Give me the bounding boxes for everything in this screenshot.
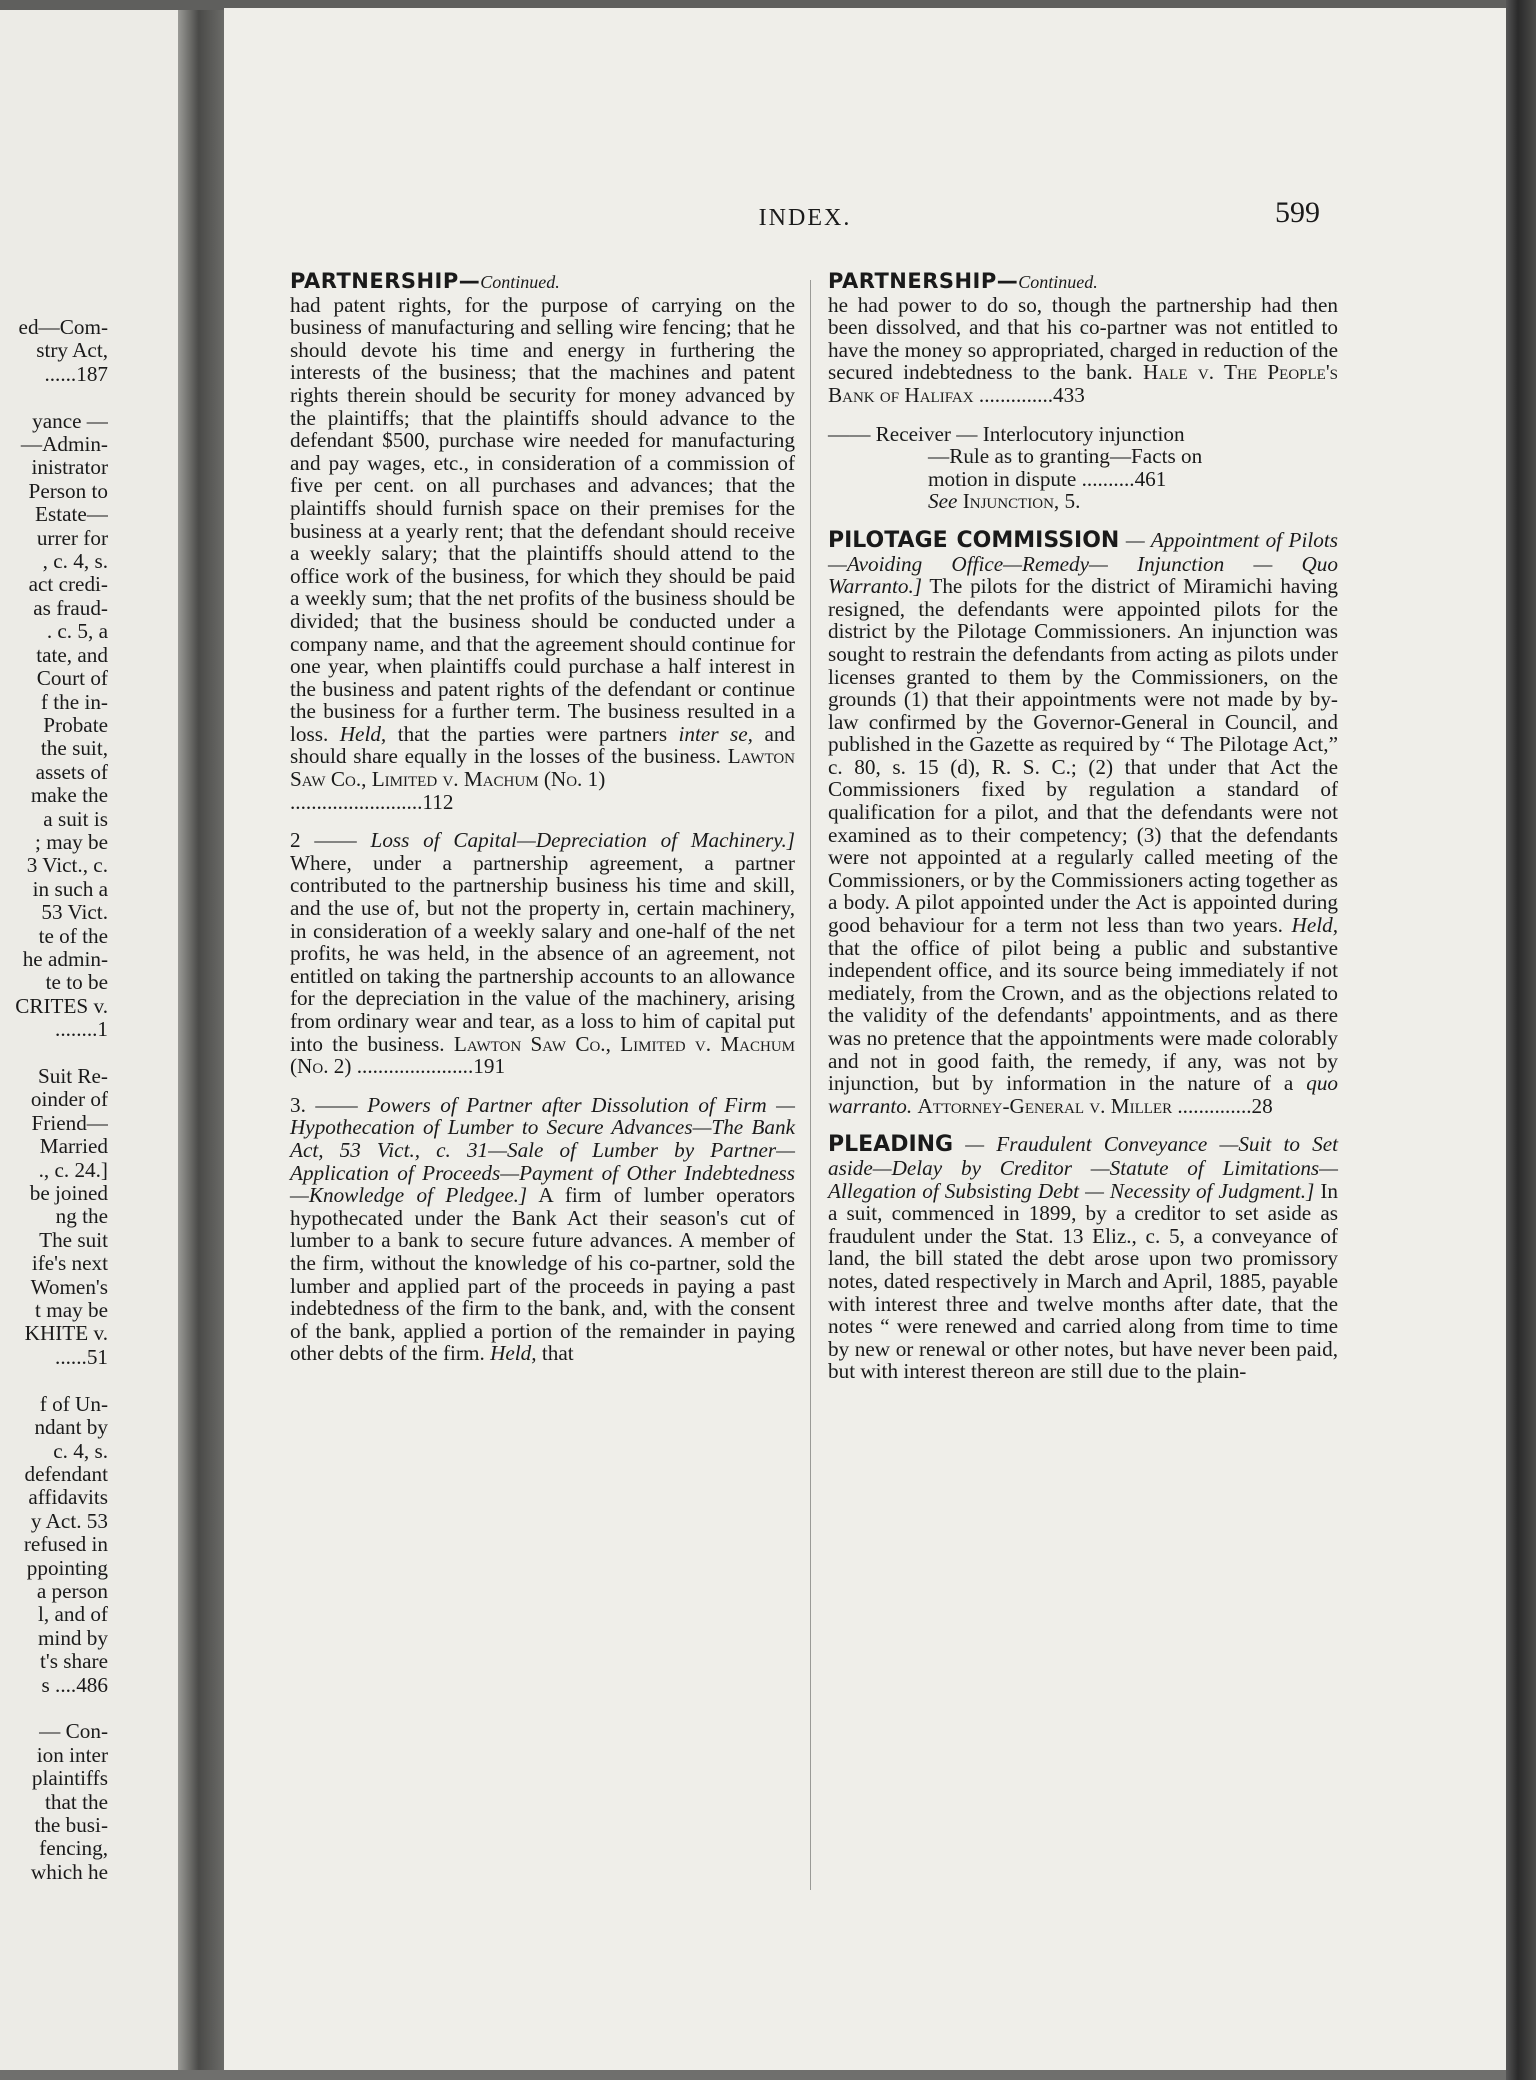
left-page-line: he admin- (22, 946, 108, 971)
left-page-line: f of Un- (39, 1391, 108, 1416)
sub-heading: Loss of Capital—Depreciation of Machinery.] (370, 828, 796, 853)
left-page-line: CRITES v. (15, 993, 108, 1018)
sub-heading: Powers of Partner after Dissolution of Firm — Hypothecation of Lumber to Secure Advances—The Bank Act, 53 Vict., c. 31—Sale of Lumber by Partner—Application of Proceeds—Payment of Other Indebtedness—Knowledge of Pledgee.] (290, 1092, 795, 1208)
left-page-line: a person (36, 1578, 108, 1603)
left-page-line: Suit Re- (37, 1064, 108, 1088)
left-page-line: defendant (24, 1461, 108, 1486)
left-page-line: ........1 (55, 1017, 108, 1042)
case-name: Lawton Saw Co., Limited v. Machum (No. 1) (290, 744, 796, 792)
left-page-text (0, 316, 108, 2016)
left-page-line: fencing, (39, 1836, 108, 1861)
page-reference: ..............433 (978, 382, 1085, 407)
running-head: INDEX. (758, 205, 852, 231)
left-page-line: Married (39, 1134, 108, 1159)
left-page-line: ppointing (26, 1555, 108, 1580)
book-gutter (178, 10, 224, 2070)
page-reference: ......................191 (356, 1054, 506, 1079)
entry-text: that the parties were partners (397, 721, 668, 746)
left-page-line: , c. 4, s. (42, 549, 108, 574)
left-page-line (0, 1042, 108, 1065)
see-label: See (928, 489, 958, 514)
left-page-line: 3 Vict., c. (26, 853, 108, 878)
entry-partnership-continued (290, 270, 795, 813)
entry-text: In a suit, commenced in 1899, by a creditor to set aside as fraudulent under the Stat. 13 Eliz., c. 5, a conveyance of land, the bill stated the debt arose upon two promissory notes, dated respectively in March and April, 1885, payable with interest three and twelve months after date, that the notes “ were renewed and carried along from time to time by new or renewal or other notes, but have never been paid, but with interest thereon are still due to the plain- (828, 1178, 1339, 1384)
left-page-line: which he (30, 1859, 108, 1884)
left-page-line: ; may be (35, 829, 108, 854)
cross-reference: Injunction, 5. (962, 489, 1081, 514)
sub-heading: — Fraudulent Conveyance —Suit to Set aside—Delay by Creditor —Statute of Limitations—Allegation of Subsisting Debt — Necessity of Judgment.] (828, 1132, 1338, 1203)
entry-text: he had power to do so, though the partnership had then been dissolved, and that his co-partner was not entitled to have the money so appropriated, charged in reduction of the secured indebtedness to the bank. (828, 292, 1338, 385)
continued-label: Continued. (1018, 272, 1098, 292)
left-page-line (0, 1369, 108, 1392)
case-name: Lawton Saw Co., Limited v. Machum (No. 2) (290, 1031, 796, 1079)
left-page-line: plaintiffs (31, 1766, 108, 1791)
receiver-line: —— Receiver — Interlocutory injunction (828, 421, 1185, 446)
left-page-line: as fraud- (33, 595, 108, 620)
left-page-line: f the in- (40, 689, 108, 714)
left-page-line: Friend— (31, 1110, 108, 1135)
held-label: Held, (339, 721, 387, 746)
sub-number: 3. —— (290, 1092, 358, 1117)
left-page-line: act credi- (28, 572, 108, 597)
left-page-line: t may be (35, 1298, 108, 1323)
left-page-line: that the (45, 1789, 108, 1814)
left-page-line: stry Act, (36, 338, 108, 363)
left-page-line: the busi- (34, 1813, 108, 1837)
entry-sub-3 (290, 1094, 795, 1365)
left-page-line: s ....486 (41, 1672, 108, 1697)
left-page-line: affidavits (28, 1485, 108, 1510)
left-page-line: — Con- (39, 1719, 108, 1744)
left-page-line: ., c. 24.] (38, 1157, 108, 1182)
held-label: Held, (490, 1341, 537, 1366)
sub-heading: — Appointment of Pilots—Avoiding Office—Remedy— Injunction — Quo Warranto.] (828, 527, 1338, 599)
latin-phrase: inter se, (678, 721, 753, 746)
left-page-line: ndant by (34, 1415, 108, 1440)
page-reference: ..............28 (1177, 1093, 1273, 1118)
entry-heading: PILOTAGE COMMISSION (828, 527, 1120, 553)
left-page-line (0, 1697, 108, 1720)
left-page-line: make the (30, 783, 108, 808)
entry-text: that (541, 1341, 574, 1366)
entry-pleading (828, 1133, 1338, 1383)
left-page-line: te to be (45, 970, 108, 995)
left-page-line: the suit, (40, 736, 108, 761)
entry-heading: PLEADING (828, 1132, 954, 1158)
entry-heading: PARTNERSHIP— (290, 269, 481, 293)
left-page-fragment (0, 10, 178, 2070)
entry-text: Where, under a partnership agreement, a partner contributed to the partnership business his time and skill, and the use of, but not the property in, certain machinery, in consideration of a weekly salary and one-half of the net profits, he was held, in the absence of an agreement, not entitled on taking the partnership accounts to an allowance for the depreciation in the value of the machinery, arising from ordinary wear and tear, as a loss to him of capital put into the business. (290, 850, 795, 1056)
left-page-line: in such a (32, 876, 108, 901)
left-page-line: yance — (32, 408, 108, 433)
case-name: Hale v. The People's Bank of Halifax (828, 360, 1338, 407)
index-column-right (828, 270, 1338, 1890)
continued-label: Continued. (480, 272, 560, 292)
page-reference: .........................112 (290, 789, 454, 814)
latin-phrase: quo warranto. (828, 1071, 1338, 1118)
left-page-line: . c. 5, a (46, 619, 108, 644)
left-page-line: assets of (35, 759, 108, 784)
left-page-line: ife's next (31, 1251, 108, 1276)
left-page-line: tate, and (36, 642, 108, 667)
held-label: Held, (1291, 913, 1338, 938)
left-page-line: Person to (28, 478, 108, 503)
left-page-line: a suit is (43, 806, 108, 831)
receiver-line: motion in dispute ..........461 (928, 466, 1167, 491)
left-page-line: ......51 (55, 1344, 108, 1369)
page-edge (1506, 0, 1536, 2080)
left-page-line: te of the (38, 923, 108, 948)
left-page-line: l, and of (37, 1602, 108, 1627)
entry-text: had patent rights, for the purpose of carrying on the business of manufacturing and selling wire fencing; that he should devote his time and energy in furthering the interests of the business; that the machines and patent rights therein should be security for money advanced by the plaintiffs; that the plaintiffs should advance to the defendant $500, purchase wire needed for manufacturing and pay wages, etc., in consideration of a commission of five per cent. on all purchases and advances; that the plaintiffs should furnish space on their premises for the business at a yearly rent; that the defendant should receive a weekly salary; that the plaintiffs should attend to the office work of the business, for which they should be paid a weekly sum; that the net profits of the business should be divided; that the business should be conducted under a company name, and that the agreement should continue for one year, when plaintiffs could purchase a half interest in the business and patent rights of the defendant or continue the business for a further term. The business resulted in a loss. (290, 292, 795, 746)
page-number: 599 (1275, 196, 1320, 229)
left-page-line: ng the (55, 1204, 108, 1229)
left-page-line: Estate— (35, 502, 108, 527)
entry-pilotage-commission (828, 529, 1338, 1117)
left-page-line: KHITE v. (24, 1321, 108, 1346)
entry-receiver (828, 423, 1338, 513)
column-rule (810, 280, 811, 1890)
left-page-line: The suit (39, 1227, 108, 1252)
entry-text: that the office of pilot being a public and substantive independent office, and its source being immediately if not mediately, from the Crown, and as the objections related to the validity of the defendants' appointments, and as there was no pretence that the appointments were made colorably and not in good faith, the remedy, if any, was not by injunction, but by information in the nature of a (828, 935, 1338, 1096)
left-page-line: be joined (29, 1181, 108, 1206)
left-page-line: c. 4, s. (53, 1438, 108, 1463)
index-column-left (290, 270, 795, 1890)
left-page-line: ion inter (36, 1742, 108, 1767)
left-page-line: Probate (43, 712, 108, 737)
case-name: Attorney-General v. Miller (917, 1093, 1173, 1118)
entry-text: The pilots for the district of Miramichi having resigned, the defendants were appointed pilots for the district by the Pilotage Commissioners. An injunction was sought to restrain the defendants from acting as pilots under licenses granted to them by the Commissioners, on the grounds (1) that their appointments were not made by by-law confirmed by the Governor-General in Council, and published in the Gazette as required by “ The Pilotage Act,” c. 80, s. 15 (d), R. S. C.; (2) that under that Act the Commissioners fixed by regulation a standard of qualification for a pilot, and that the defendants were not examined as to their competency; (3) that the defendants were not appointed at a regularly called meeting of the Commissioners, or by the Commissioners acting together as a body. A pilot appointed under the Act is appointed during good behaviour for a term not less than two years. (828, 574, 1338, 938)
left-page-line: mind by (37, 1625, 108, 1650)
left-page-line: Court of (36, 666, 108, 691)
left-page-line (0, 386, 108, 409)
left-page-line: Women's (30, 1274, 108, 1299)
left-page-line: y Act. 53 (30, 1508, 108, 1533)
entry-partnership-continued (828, 270, 1338, 407)
left-page-line: 53 Vict. (41, 900, 108, 925)
left-page-line: inistrator (31, 455, 108, 480)
left-page-line: —Admin- (20, 432, 108, 457)
left-page-line: ed—Com- (18, 316, 108, 339)
left-page-line: t's share (40, 1649, 108, 1674)
entry-heading: PARTNERSHIP— (828, 269, 1019, 293)
left-page-line: oinder of (30, 1087, 108, 1112)
entry-sub-2 (290, 829, 795, 1078)
left-page-line: urrer for (36, 525, 108, 550)
entry-text: and should share equally in the losses of the business. (290, 721, 796, 769)
left-page-line: refused in (23, 1532, 108, 1557)
left-page-line: ......187 (44, 361, 108, 386)
receiver-line: —Rule as to granting—Facts on (928, 444, 1203, 469)
entry-text: A firm of lumber operators hypothecated under the Bank Act their season's cut of lumber to a bank to secure future advances. A member of the firm, without the knowledge of his co-partner, sold the lumber and applied part of the proceeds in paying a past indebtedness of the firm to the bank, and, with the consent of the bank, applied a portion of the remainder in paying other debts of the firm. (290, 1183, 795, 1366)
sub-number: 2 —— (290, 828, 357, 853)
